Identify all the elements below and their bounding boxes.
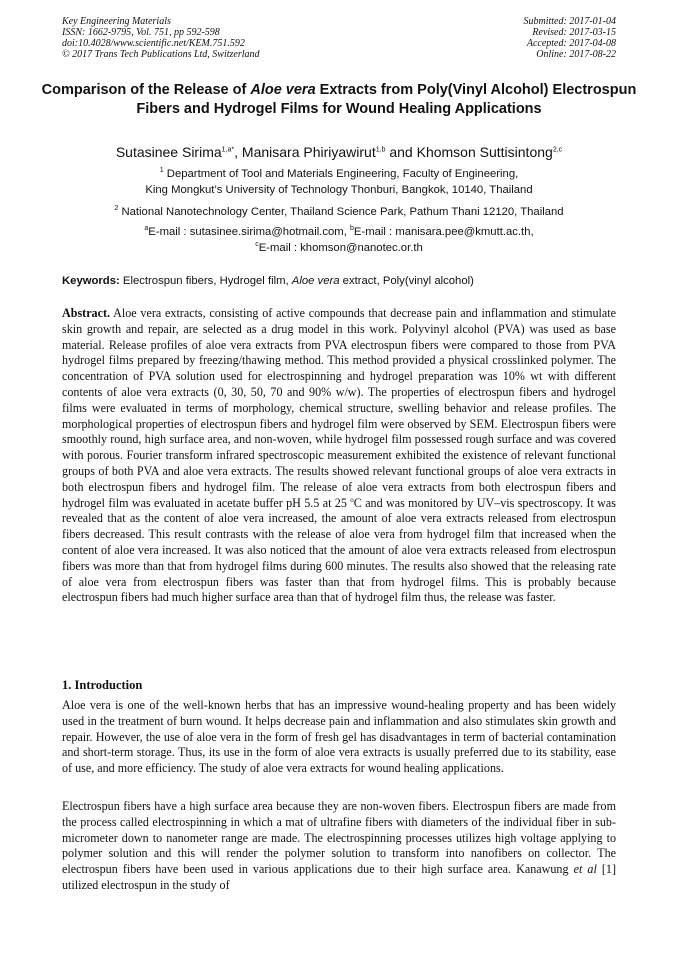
section-heading-introduction: 1. Introduction (62, 678, 143, 692)
author-3: Khomson Suttisintong (416, 144, 553, 160)
author-1: Sutasinee Sirima (115, 144, 222, 160)
intro-paragraph-1: Aloe vera is one of the well-known herbs that has an impressive wound-healing property and has been widely used in the treatment of burn wound. It helps decrease pain and inflammation and also stimulates skin growth and repair. However, the use of aloe vera in the form of fresh gel has disadvantages in term of bacterial contamination and short-term storage. Thus, its use in the form of aloe vera extracts is usually preferred due to its stability, ease of use, and more efficiency. The study of aloe vera extracts for wound healing applications. (62, 698, 616, 776)
abstract: Abstract. Aloe vera extracts, consisting of active compounds that decrease pain and inflammation and stimulate skin growth and repair, are selected as a drug model in this work. Polyvinyl alcohol (PVA) was used as base material. Release profiles of aloe vera extracts from PVA electrospun fibers were compared to those from PVA hydrogel films prepared by freezing/thawing method. This method provided a physical crosslinked polymer. The concentration of PVA solution used for electrospinning and hydrogel preparation was 10% wt with different contents of aloe vera extracts (0, 30, 50, 70 and 90% w/w). The properties of electrospun fibers and hydrogel films were evaluated in terms of morphology, chemical structure, swelling behavior and release profiles. The morphological properties of electrospun fibers and hydrogel film were observed by SEM. Electrospun fibers were smoothly round, high surface area, and non-woven, while hydrogel film possessed rough surface and was covered with porous. Fourier transform infrared spectroscopic measurement exhibited the existence of relevant functional groups of both PVA and aloe vera extracts. The results showed relevant functional groups of aloe vera extracts in both electrospun fibers and hydrogel film. The release of aloe vera extracts from both electrospun fibers and hydrogel film was evaluated in acetate buffer pH 5.5 at 25 $^o$C and was monitored by UV–vis spectroscopy. It was revealed that as the content of aloe vera increased, the amount of aloe vera extracts released from electrospun fibers decreased. This result contrasts with the release of aloe vera from hydrogel film that increased when the content of aloe vera increased. It was also noticed that the amount of aloe vera extracts released from electrospun fibers was more than that from hydrogel films during 600 minutes. The results also showed that the releasing rate of aloe vera from electrospun fibers was faster than that from hydrogel films. This is probably because electrospun fibers had much higher surface area than that of hydrogel film thus, the release was faster. (62, 306, 616, 605)
email-a[interactable]: E-mail : sutasinee.sirima@hotmail.com, (148, 226, 350, 238)
author-emails: $^a$E-mail : sutasinee.sirima@hotmail.com, $^b$E-mail : manisara.pee@kmutt.ac.th, $^c$E-mail : khomson@nanotec.or.th (144, 225, 534, 254)
affiliation-1: $^1$ Department of Tool and Materials Engineering, Faculty of Engineering, King Mongkut’s University of Technology Thonburi, Bangkok, 10140, Thailand (145, 167, 533, 196)
email-b[interactable]: E-mail : manisara.pee@kmutt.ac.th, (353, 226, 534, 238)
author-2: Manisara Phiriyawirut (241, 144, 376, 160)
publication-dates (524, 16, 617, 60)
online-date: Online: 2017-08-22 (536, 49, 616, 60)
accepted-date: Accepted: 2017-04-08 (526, 38, 616, 49)
issn-line: ISSN: 1662-9795, Vol. 751, pp 592-598 (62, 27, 220, 38)
copyright-line: © 2017 Trans Tech Publications Ltd, Switzerland (62, 49, 260, 60)
intro-paragraph-2: Electrospun fibers have a high surface area because they are non-woven fibers. Electrospun fibers are made from the process called electrospinning in which a mat of ultrafine fibers with diameters of the individual fiber in sub-micrometer down to nanometer range are made. The electrospinning processes utilizes high voltage applying to polymer solution and this will render the polymer solution to transform into nanofibers on collector. The electrospun fibers have been used in various applications due to their high surface area. Kanawung et al [1] utilized electrospun in the study of (62, 799, 616, 892)
keywords-label: Keywords: (62, 275, 120, 287)
journal-info (62, 16, 260, 60)
submitted-date: Submitted: 2017-01-04 (523, 16, 616, 27)
doi-line: doi:10.4028/www.scientific.net/KEM.751.592 (62, 38, 245, 49)
affiliation-2: $^2$ National Nanotechnology Center, Thailand Science Park, Pathum Thani 12120, Thailand (114, 205, 564, 218)
abstract-label: Abstract. (62, 306, 111, 320)
email-c[interactable]: E-mail : khomson@nanotec.or.th (258, 242, 423, 254)
revised-date: Revised: 2017-03-15 (532, 27, 616, 38)
author-list: Sutasinee Sirima$^{1,a*}$, Manisara Phiriyawirut$^{1,b}$ and Khomson Suttisintong$^{2,c}$ (115, 144, 563, 160)
keywords: Keywords: Electrospun fibers, Hydrogel film, Aloe vera extract, Poly(vinyl alcohol) (62, 275, 474, 287)
paper-title: Comparison of the Release of Aloe vera Extracts from Poly(Vinyl Alcohol) Electrospun Fibers and Hydrogel Films for Wound Healing Applications (41, 82, 637, 117)
journal-name: Key Engineering Materials (62, 16, 171, 27)
